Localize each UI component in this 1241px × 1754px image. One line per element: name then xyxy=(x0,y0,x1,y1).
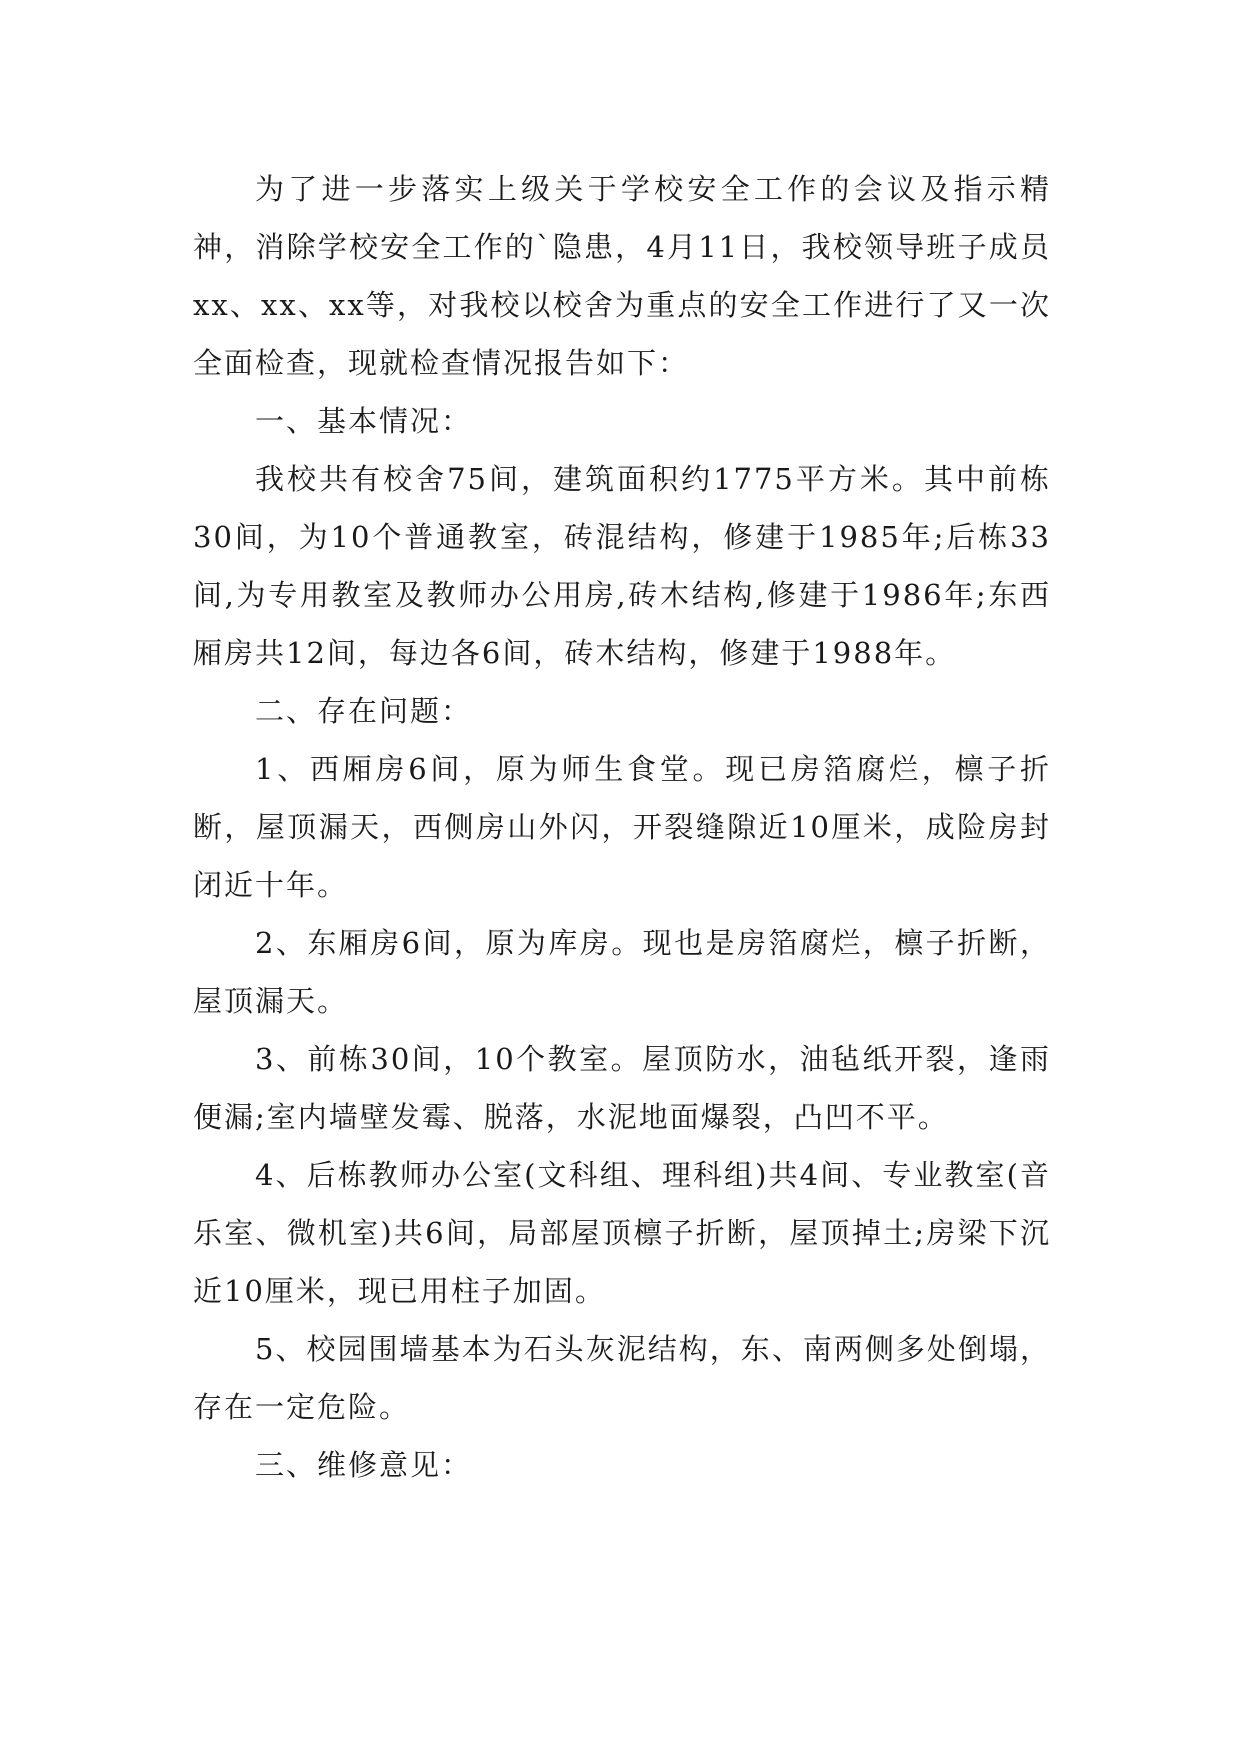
document-body xyxy=(193,160,1051,1494)
paragraph-problem-2: 2、东厢房6间，原为库房。现也是房箔腐烂，檩子折断，屋顶漏天。 xyxy=(193,926,1051,1018)
paragraph-basic-situation: 我校共有校舍75间，建筑面积约1775平方米。其中前栋30间，为10个普通教室，砖混结构，修建于1985年;后栋33间,为专用教室及教师办公用房,砖木结构,修建于1986年;东西厢房共12间，每边各6间，砖木结构，修建于1988年。 xyxy=(193,462,1051,670)
paragraph-problem-3: 3、前栋30间，10个教室。屋顶防水，油毡纸开裂，逢雨便漏;室内墙壁发霉、脱落，水泥地面爆裂，凸凹不平。 xyxy=(193,1042,1051,1134)
heading-repair-opinions: 三、维修意见： xyxy=(255,1448,473,1482)
paragraph-intro: 为了进一步落实上级关于学校安全工作的会议及指示精神，消除学校安全工作的`隐患，4月11日，我校领导班子成员xx、xx、xx等，对我校以校舍为重点的安全工作进行了又一次全面检查，现就检查情况报告如下： xyxy=(193,172,1051,380)
heading-basic-situation: 一、基本情况： xyxy=(255,404,473,438)
paragraph-problem-1: 1、西厢房6间，原为师生食堂。现已房箔腐烂，檩子折断，屋顶漏天，西侧房山外闪，开裂缝隙近10厘米，成险房封闭近十年。 xyxy=(193,752,1051,902)
heading-existing-problems: 二、存在问题： xyxy=(255,694,473,728)
paragraph-problem-5: 5、校园围墙基本为石头灰泥结构，东、南两侧多处倒塌，存在一定危险。 xyxy=(193,1332,1051,1424)
paragraph-problem-4: 4、后栋教师办公室(文科组、理科组)共4间、专业教室(音乐室、微机室)共6间，局部屋顶檩子折断，屋顶掉土;房梁下沉近10厘米，现已用柱子加固。 xyxy=(193,1158,1051,1308)
